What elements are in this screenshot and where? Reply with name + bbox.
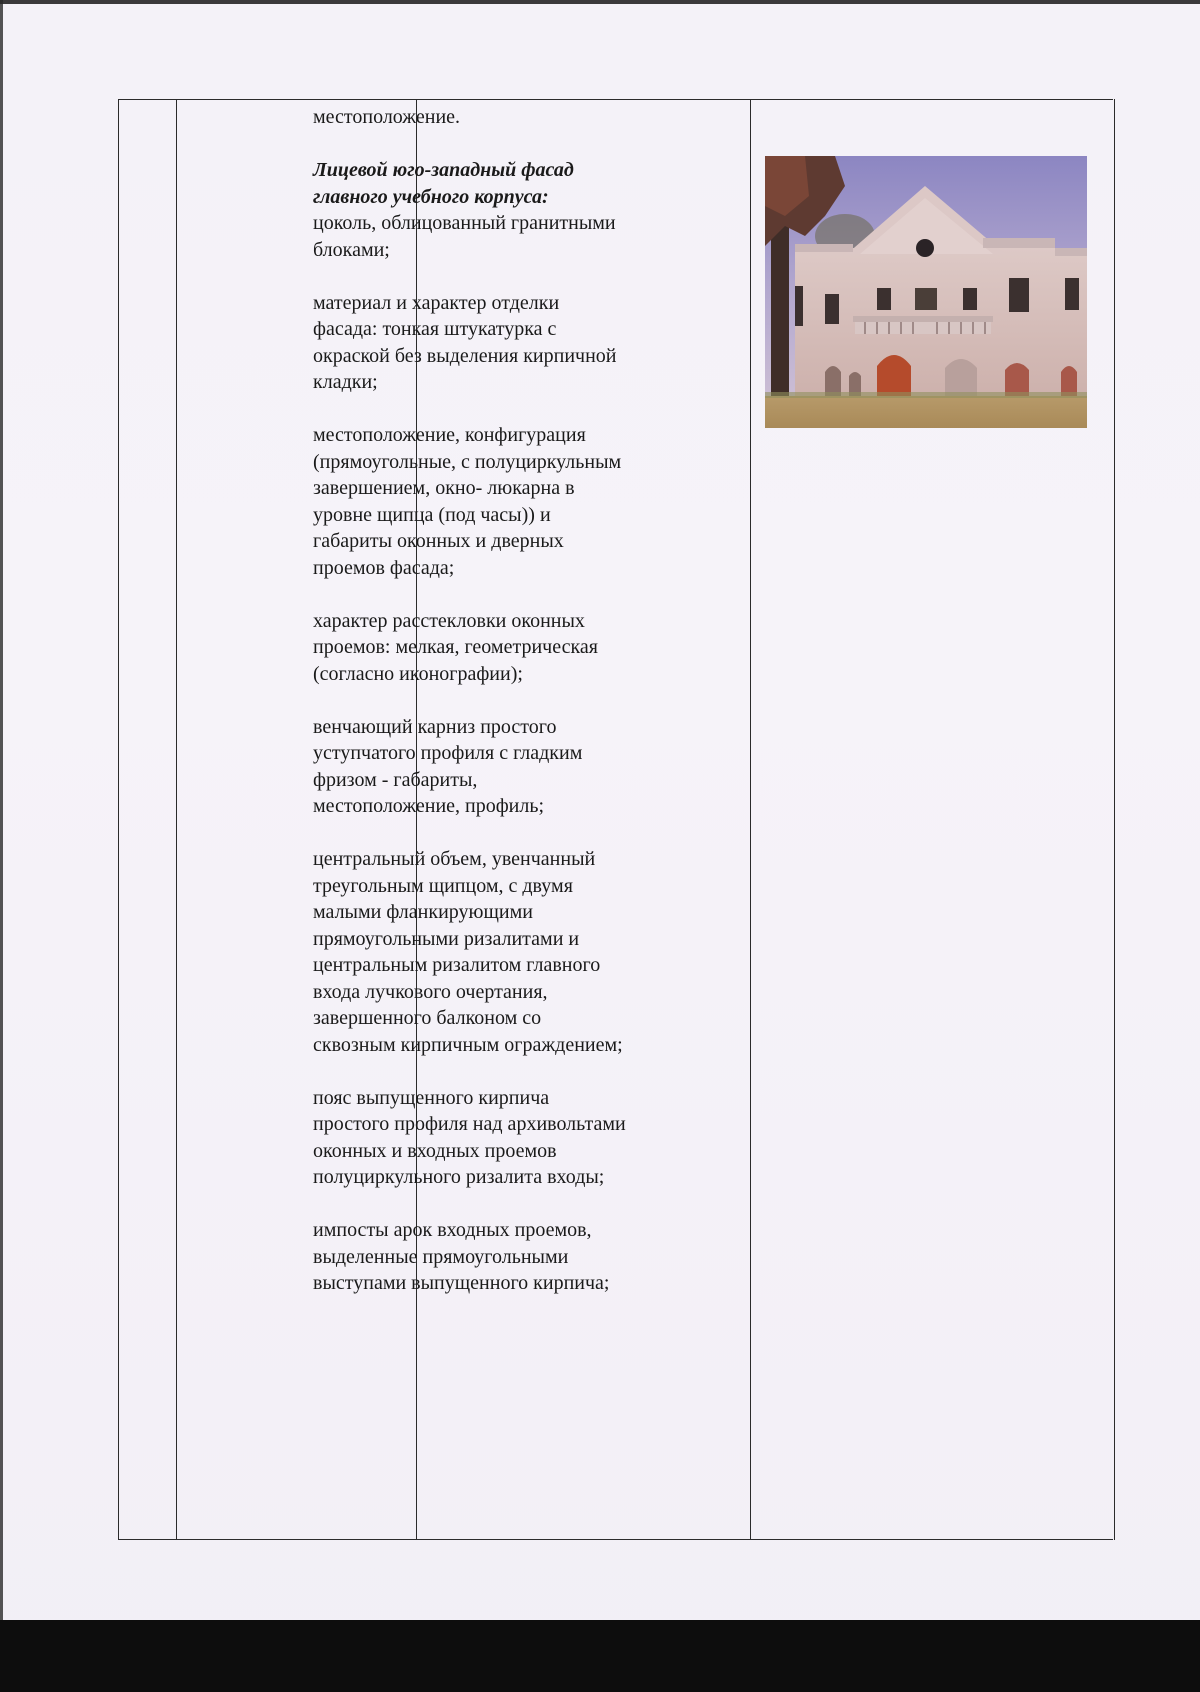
paragraph-finish: материал и характер отделки фасада: тонкая штукатурка с окраской без выделения кирпичной кладки; — [313, 291, 617, 393]
description-text — [313, 104, 628, 1297]
scan-bottom-band — [0, 1620, 1200, 1692]
paragraph-openings: местоположение, конфигурация (прямоугольные, с полуциркульным завершением, окно- люкарна в уровне щипца (под часы)) и габариты оконных и дверных проемов фасада; — [313, 424, 622, 579]
facade-heading: Лицевой юго-западный фасад главного учебного корпуса: — [313, 159, 574, 208]
paragraph-brick-belt: пояс выпущенного кирпича простого профиля над архивольтами оконных и входных проемов полуциркульного ризалита входы; — [313, 1086, 626, 1188]
paragraph-plinth: цоколь, облицованный гранитными блоками; — [313, 212, 616, 261]
table-cell-number — [118, 99, 177, 1540]
scan-top-edge — [0, 0, 1200, 4]
scan-left-edge — [0, 0, 3, 1620]
building-facade-photo — [765, 156, 1087, 428]
table-bottom-border — [118, 1539, 1113, 1540]
paragraph-glazing: характер расстекловки оконных проемов: мелкая, геометрическая (согласно иконографии); — [313, 609, 598, 685]
paragraph-imposts: импосты арок входных проемов, выделенные прямоугольными выступами выпущенного кирпича; — [313, 1219, 610, 1294]
paragraph-cornice: венчающий карниз простого уступчатого профиля с гладким фризом - габариты, местоположение, профиль; — [313, 715, 583, 817]
paragraph-central-volume: центральный объем, увенчанный треугольным щипцом, с двумя малыми фланкирующими прямоугольными ризалитами и центральным ризалитом главного входа лучкового очертания, завершенного балконом со сквозным кирпичным ограждением; — [313, 848, 623, 1056]
paragraph-location: местоположение. — [313, 106, 461, 128]
